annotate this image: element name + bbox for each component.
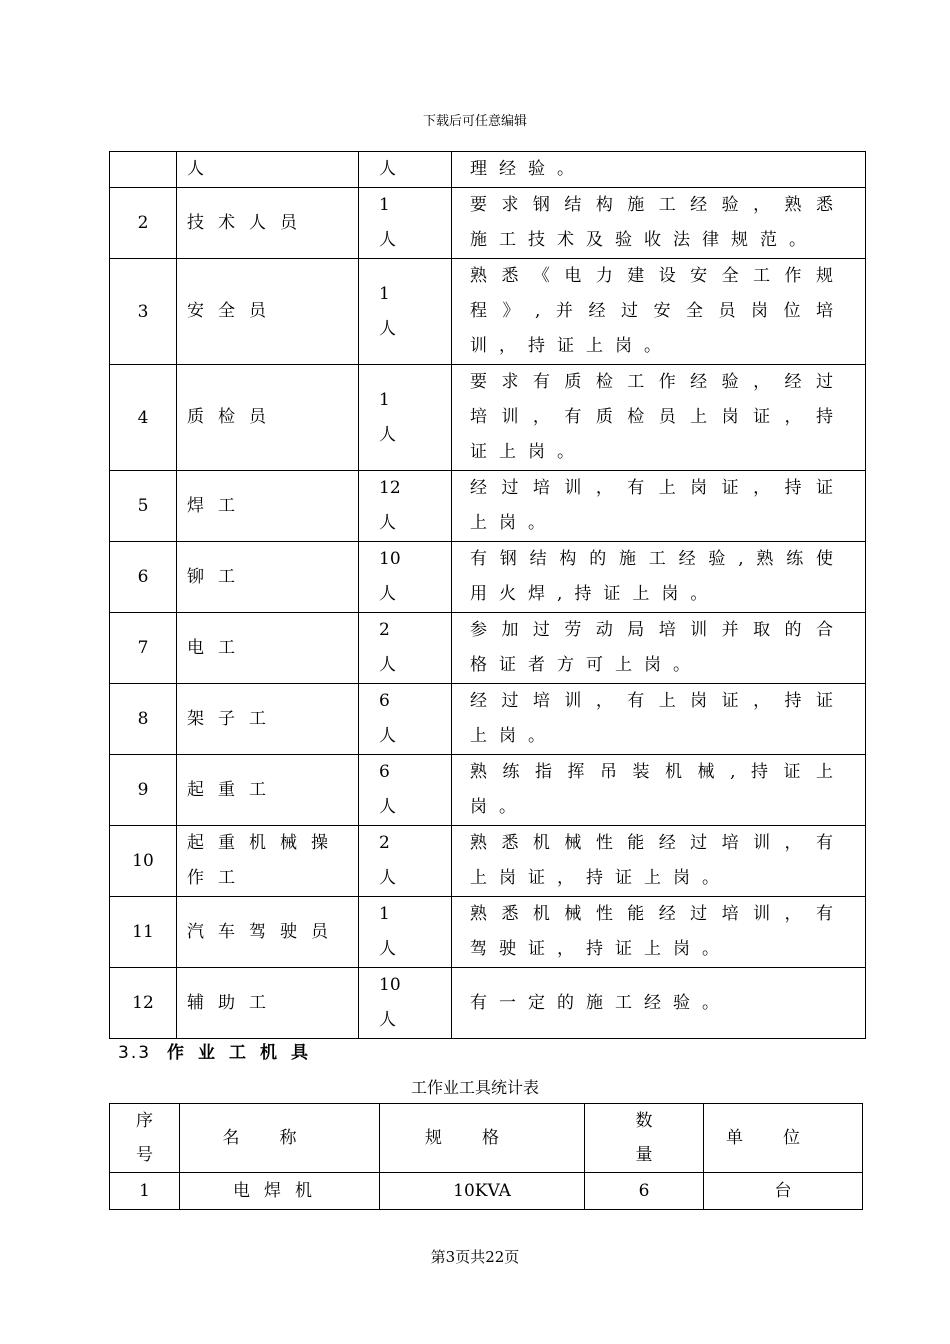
row-number: 2 — [110, 188, 177, 259]
section-number: 3.3 — [118, 1043, 152, 1063]
header-qty: 数量 — [585, 1104, 704, 1173]
staff-table — [109, 151, 866, 1039]
header-name: 名称 — [180, 1104, 380, 1173]
row-number: 12 — [110, 968, 177, 1039]
section-heading — [118, 1038, 322, 1063]
requirement: 要求钢结构施工经验，熟悉施工技术及验收法律规范。 — [452, 188, 866, 259]
staff-row — [110, 897, 866, 968]
header-spec: 规格 — [380, 1104, 585, 1173]
tool-qty: 6 — [585, 1173, 704, 1210]
staff-row — [110, 365, 866, 471]
role-name: 起重工 — [177, 755, 359, 826]
requirement: 经过培训，有上岗证，持证上岗。 — [452, 471, 866, 542]
staff-row — [110, 755, 866, 826]
row-number: 7 — [110, 613, 177, 684]
tools-table — [109, 1103, 863, 1210]
role-name: 起重机械操作工 — [177, 826, 359, 897]
row-number: 5 — [110, 471, 177, 542]
requirement: 有一定的施工经验。 — [452, 968, 866, 1039]
role-name: 辅助工 — [177, 968, 359, 1039]
role-name: 安全员 — [177, 259, 359, 365]
requirement: 熟悉机械性能经过培训，有上岗证，持证上岗。 — [452, 826, 866, 897]
staff-count: 1 人 — [359, 365, 452, 471]
role-name: 质检员 — [177, 365, 359, 471]
staff-count: 12 人 — [359, 471, 452, 542]
tools-header-row — [110, 1104, 863, 1173]
staff-count: 1 人 — [359, 259, 452, 365]
staff-count: 6 人 — [359, 684, 452, 755]
page-footer: 第3页共22页 — [430, 1248, 520, 1266]
tools-table-title: 工作业工具统计表 — [410, 1078, 539, 1097]
tools-row — [110, 1173, 863, 1210]
requirement: 经过培训，有上岗证，持证上岗。 — [452, 684, 866, 755]
staff-row — [110, 968, 866, 1039]
staff-count: 6 人 — [359, 755, 452, 826]
tool-spec: 10KVA — [380, 1173, 585, 1210]
row-number: 8 — [110, 684, 177, 755]
requirement: 熟练指挥吊装机械,持证上岗。 — [452, 755, 866, 826]
staff-row — [110, 684, 866, 755]
requirement: 参加过劳动局培训并取的合格证者方可上岗。 — [452, 613, 866, 684]
staff-count: 人 — [359, 152, 452, 188]
role-name: 人 — [177, 152, 359, 188]
staff-row — [110, 826, 866, 897]
staff-count: 1 人 — [359, 188, 452, 259]
staff-row — [110, 152, 866, 188]
row-number: 9 — [110, 755, 177, 826]
tool-no: 1 — [110, 1173, 180, 1210]
page-header: 下载后可任意编辑 — [422, 114, 527, 129]
row-number: 10 — [110, 826, 177, 897]
requirement: 有钢结构的施工经验,熟练使用火焊,持证上岗。 — [452, 542, 866, 613]
role-name: 铆工 — [177, 542, 359, 613]
section-title: 作业工机具 — [167, 1043, 323, 1063]
staff-count: 2 人 — [359, 826, 452, 897]
requirement: 要求有质检工作经验，经过培训，有质检员上岗证，持证上岗。 — [452, 365, 866, 471]
staff-row — [110, 188, 866, 259]
role-name: 架子工 — [177, 684, 359, 755]
role-name: 电工 — [177, 613, 359, 684]
staff-count: 10 人 — [359, 542, 452, 613]
role-name: 焊工 — [177, 471, 359, 542]
header-no: 序号 — [110, 1104, 180, 1173]
requirement: 熟悉《电力建设安全工作规程》,并经过安全员岗位培训，持证上岗。 — [452, 259, 866, 365]
staff-row — [110, 259, 866, 365]
requirement: 理经验。 — [452, 152, 866, 188]
tool-unit: 台 — [704, 1173, 863, 1210]
staff-count: 2 人 — [359, 613, 452, 684]
requirement: 熟悉机械性能经过培训，有驾驶证，持证上岗。 — [452, 897, 866, 968]
staff-count: 1 人 — [359, 897, 452, 968]
staff-count: 10 人 — [359, 968, 452, 1039]
row-number: 3 — [110, 259, 177, 365]
tool-name: 电焊机 — [180, 1173, 380, 1210]
header-unit: 单位 — [704, 1104, 863, 1173]
staff-row — [110, 542, 866, 613]
role-name: 汽车驾驶员 — [177, 897, 359, 968]
row-number: 6 — [110, 542, 177, 613]
row-number: 11 — [110, 897, 177, 968]
role-name: 技术人员 — [177, 188, 359, 259]
staff-row — [110, 471, 866, 542]
row-number: 4 — [110, 365, 177, 471]
staff-row — [110, 613, 866, 684]
row-number — [110, 152, 177, 188]
